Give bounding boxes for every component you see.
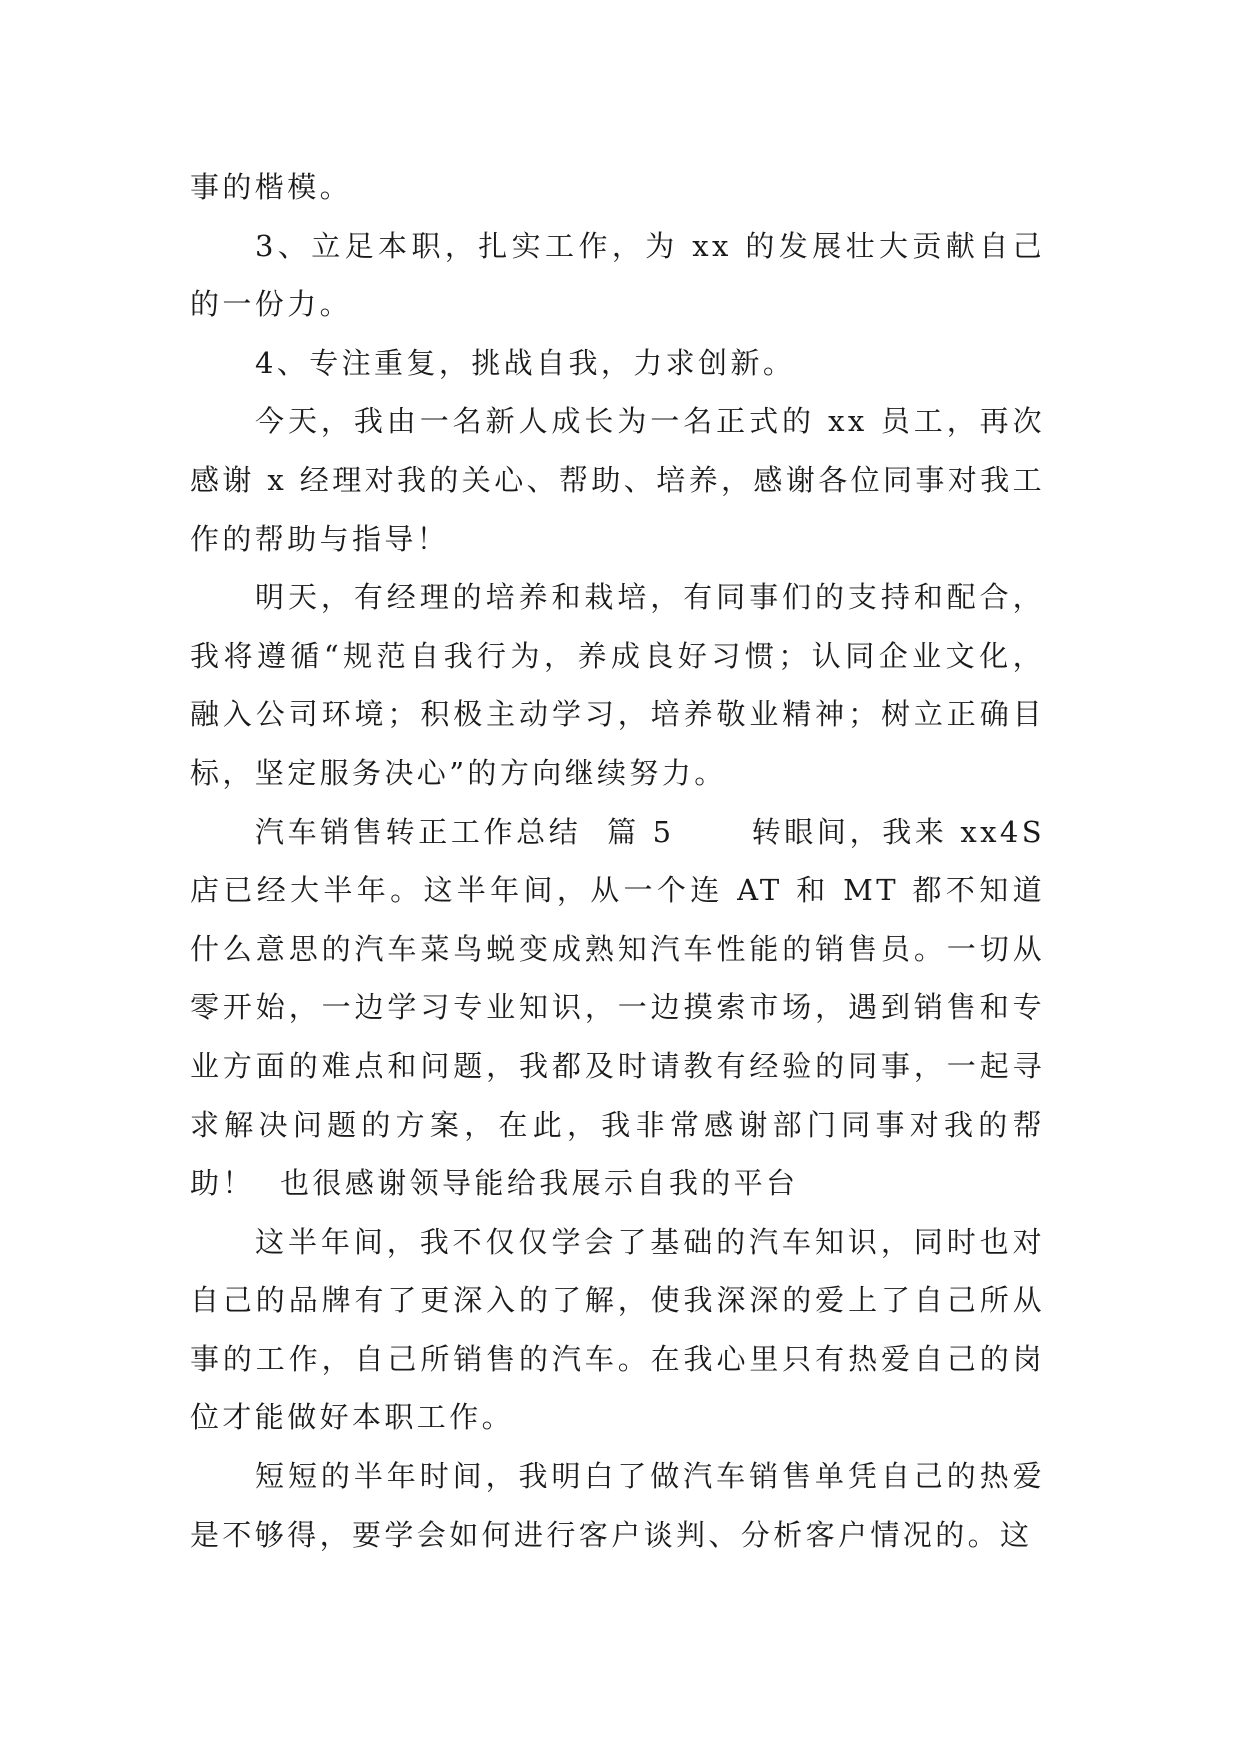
paragraph-half-year: 这半年间，我不仅仅学会了基础的汽车知识，同时也对自己的品牌有了更深入的了解，使我深深的爱上了自己所从事的工作，自己所销售的汽车。在我心里只有热爱自己的岗位才能做好本职工作。 (190, 1224, 1045, 1435)
paragraph-tomorrow: 明天，有经理的培养和栽培，有同事们的支持和配合，我将遵循“规范自我行为，养成良好习惯；认同企业文化，融入公司环境；积极主动学习，培养敬业精神；树立正确目标，坚定服务决心”的方向继续努力。 (190, 580, 1045, 790)
paragraph-section-5: 汽车销售转正工作总结 篇 5 转眼间，我来 xx4S 店已经大半年。这半年间，从一个连 AT 和 MT 都不知道什么意思的汽车菜鸟蜕变成熟知汽车性能的销售员。一切从零开始，一边学习专业知识，一边摸索市场，遇到销售和专业方面的难点和问题，我都及时请教有经验的同事，一起寻求解决问题的方案，在此，我非常感谢部门同事对我的帮助！ 也很感谢领导能给我展示自我的平台 (190, 814, 1058, 1201)
paragraph-item-3: 3、立足本职，扎实工作，为 xx 的发展壮大贡献自己的一份力。 (190, 228, 1045, 322)
paragraph-item-4: 4、专注重复，挑战自我，力求创新。 (255, 345, 796, 380)
paragraph-today: 今天，我由一名新人成长为一名正式的 xx 员工，再次感谢 x 经理对我的关心、帮助、培养，感谢各位同事对我工作的帮助与指导！ (190, 404, 1045, 556)
paragraph-short-time: 短短的半年时间，我明白了做汽车销售单凭自己的热爱是不够得，要学会如何进行客户谈判、分析客户情况的。这 (190, 1459, 1045, 1552)
paragraph-continuation: 事的楷模。 (190, 170, 353, 204)
document-body (190, 158, 1058, 1564)
